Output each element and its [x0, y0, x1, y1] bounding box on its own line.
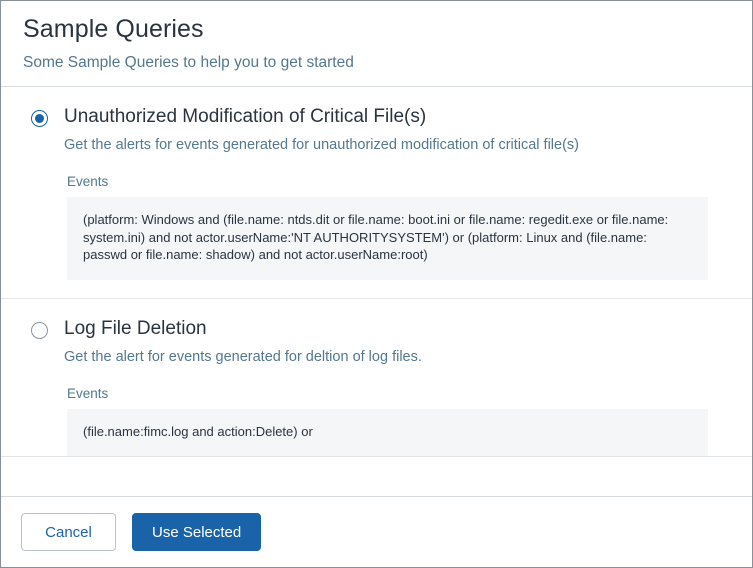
list-item[interactable] — [1, 299, 752, 458]
query-header[interactable] — [23, 105, 730, 155]
query-text — [64, 105, 730, 155]
cancel-button[interactable]: Cancel — [21, 513, 116, 551]
radio-log-file-deletion[interactable] — [31, 322, 48, 339]
query-title: Log File Deletion — [64, 317, 207, 339]
events-label: Events — [67, 385, 109, 401]
list-bottom-fade — [1, 480, 752, 496]
query-title: Unauthorized Modification of Critical File(s) — [64, 106, 427, 127]
query-expression: (platform: Windows and (file.name: ntds.dit or file.name: boot.ini or file.name: regedit.exe or file.name: system.ini) and not actor.userName:'NT AUTHORITYSYSTEM') or (platform: Linux and (file.name: passwd or file.name: shadow) and not actor.userName:root) — [67, 197, 708, 280]
page-subtitle: Some Sample Queries to help you to get started — [23, 54, 354, 71]
dialog-footer — [1, 496, 752, 567]
query-text — [64, 317, 730, 367]
radio-unauthorized-modification[interactable] — [31, 110, 48, 127]
query-description: Get the alert for events generated for deltion of log files. — [64, 348, 422, 365]
query-description: Get the alerts for events generated for unauthorized modification of critical file(s) — [64, 137, 580, 153]
query-header[interactable] — [23, 317, 730, 367]
dialog-header — [1, 1, 752, 86]
page-title: Sample Queries — [23, 15, 204, 43]
use-selected-button[interactable]: Use Selected — [132, 513, 261, 551]
events-label: Events — [67, 174, 109, 189]
list-item[interactable] — [1, 87, 752, 299]
query-list[interactable] — [1, 86, 752, 496]
query-expression: (file.name:fimc.log and action:Delete) or — [67, 409, 708, 457]
